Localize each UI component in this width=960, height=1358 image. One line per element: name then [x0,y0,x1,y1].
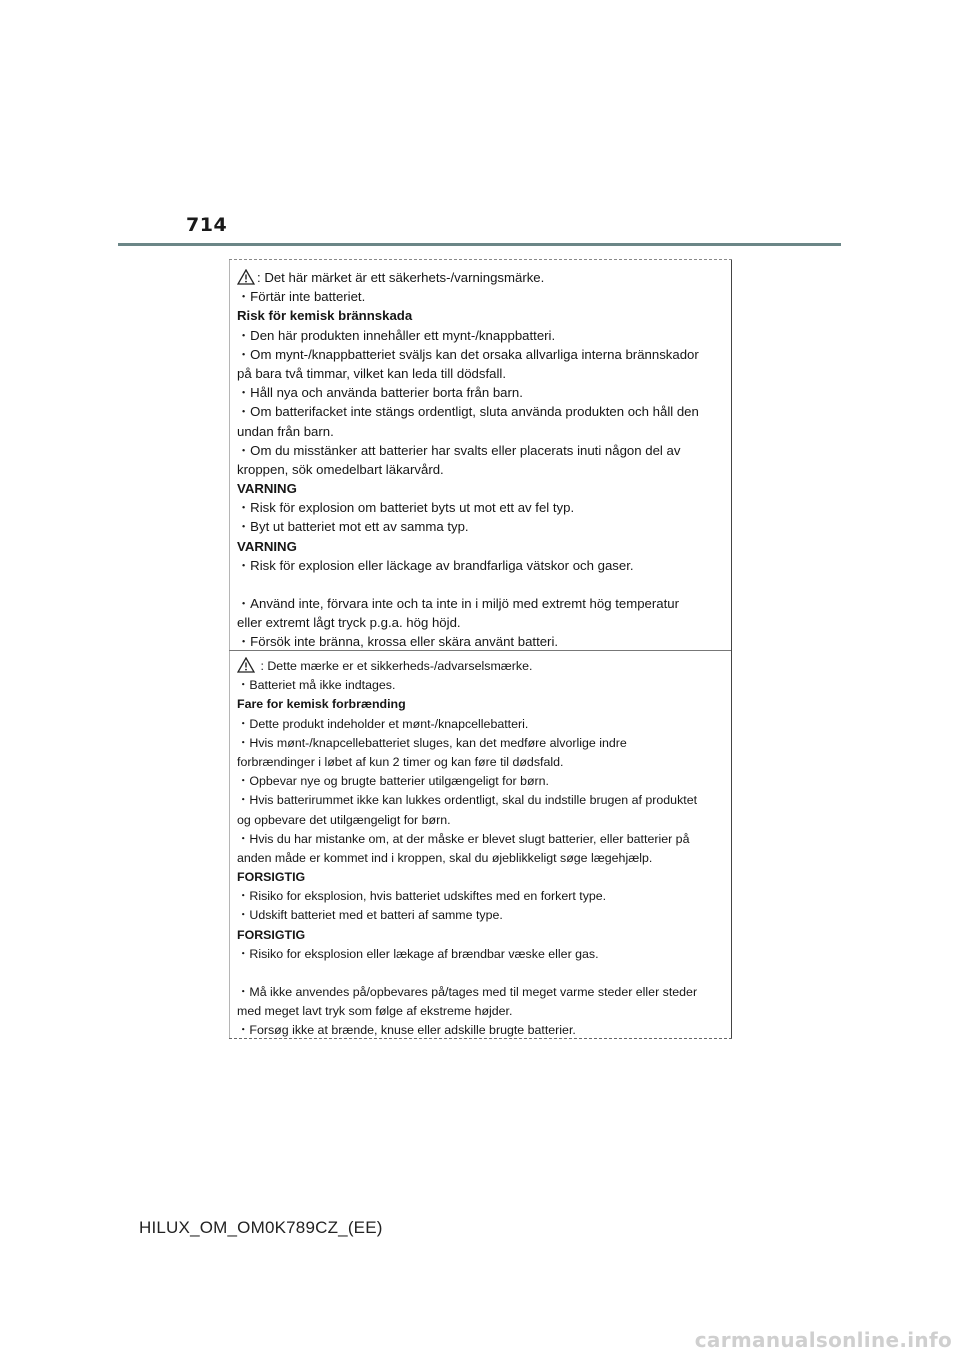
label-heading: Fare for kemisk forbrænding [237,697,406,712]
label-section-swedish [237,268,726,652]
label-line: ・Den här produkten innehåller ett mynt-/knappbatteri. [237,327,556,343]
label-heading: VARNING [237,538,297,554]
label-heading: VARNING [237,481,297,497]
label-line: ・Batteriet må ikke indtages. [237,678,396,693]
warning-triangle-icon [237,269,255,285]
label-line: ・Udskift batteriet med et batteri af samme type. [237,908,503,923]
label-line: ・Hvis mønt-/knapcellebatteriet sluges, kan det medføre alvorlige indre [237,735,627,750]
label-line: ・Risiko for eksplosion eller lækage af brændbar væske eller gas. [237,946,599,961]
label-line: forbrændinger i løbet af kun 2 timer og kan føre til dødsfald. [237,754,564,769]
battery-warning-label [229,259,732,1039]
label-line: ・Förtär inte batteriet. [237,289,366,305]
label-line: ・Håll nya och använda batterier borta från barn. [237,385,523,401]
label-line: ・Försök inte bränna, krossa eller skära använt batteri. [237,634,559,650]
label-line: ・Hvis du har mistanke om, at der måske er blevet slugt batterier, eller batterier på [237,831,690,846]
label-spacer [237,964,726,983]
label-line: undan från barn. [237,423,334,439]
label-line: ・Dette produkt indeholder et mønt-/knapcellebatteri. [237,716,529,731]
label-line: kroppen, sök omedelbart läkarvård. [237,461,444,477]
label-section-danish [237,657,726,1041]
header-rule [118,243,841,246]
label-line: ・Använd inte, förvara inte och ta inte in i miljö med extremt hög temperatur [237,596,679,611]
label-line: ・Risk för explosion eller läckage av brandfarliga vätskor och gaser. [237,557,634,573]
label-line: anden måde er kommet ind i kroppen, skal du øjeblikkeligt søge lægehjælp. [237,850,653,865]
label-line: ・Om mynt-/knappbatteriet sväljs kan det orsaka allvarliga interna brännskador [237,346,699,362]
label-line: ・Om du misstänker att batterier har svalts eller placerats inuti någon del av [237,442,681,458]
label-line: med meget lavt tryk som følge af ekstreme højder. [237,1004,513,1019]
label-line: ・Opbevar nye og brugte batterier utilgængeligt for børn. [237,774,549,789]
label-line: ・Risiko for eksplosion, hvis batteriet udskiftes med en forkert type. [237,889,607,904]
language-divider [229,650,732,651]
label-line: ・Byt ut batteriet mot ett av samma typ. [237,519,469,535]
label-line: ・Må ikke anvendes på/opbevares på/tages med til meget varme steder eller steder [237,985,698,999]
label-line: ・Forsøg ikke at brænde, knuse eller adskille brugte batterier. [237,1023,576,1038]
warning-triangle-icon [237,657,255,673]
footer-document-code: HILUX_OM_OM0K789CZ_(EE) [139,1218,383,1237]
label-line: ・Om batterifacket inte stängs ordentligt, sluta använda produkten och håll den [237,404,699,420]
label-line: : Dette mærke er et sikkerheds-/advarselsmærke. [237,657,726,676]
label-line: ・Risk för explosion om batteriet byts ut mot ett av fel typ. [237,500,575,516]
label-line: og opbevare det utilgængeligt for børn. [237,812,451,827]
page-number: 714 [186,214,228,236]
label-heading: FORSIGTIG [237,870,306,885]
label-line: : Det här märket är ett säkerhets-/varningsmärke. [237,268,726,287]
site-watermark: carmanualsonline.info [694,1328,952,1352]
label-heading: Risk för kemisk brännskada [237,308,413,324]
label-line: ・Hvis batterirummet ikke kan lukkes ordentligt, skal du indstille brugen af produktet [237,793,698,808]
label-line: eller extremt lågt tryck p.g.a. hög höjd. [237,615,461,631]
label-heading: FORSIGTIG [237,927,306,942]
label-line: på bara två timmar, vilket kan leda till dödsfall. [237,365,507,381]
label-spacer [237,575,726,594]
